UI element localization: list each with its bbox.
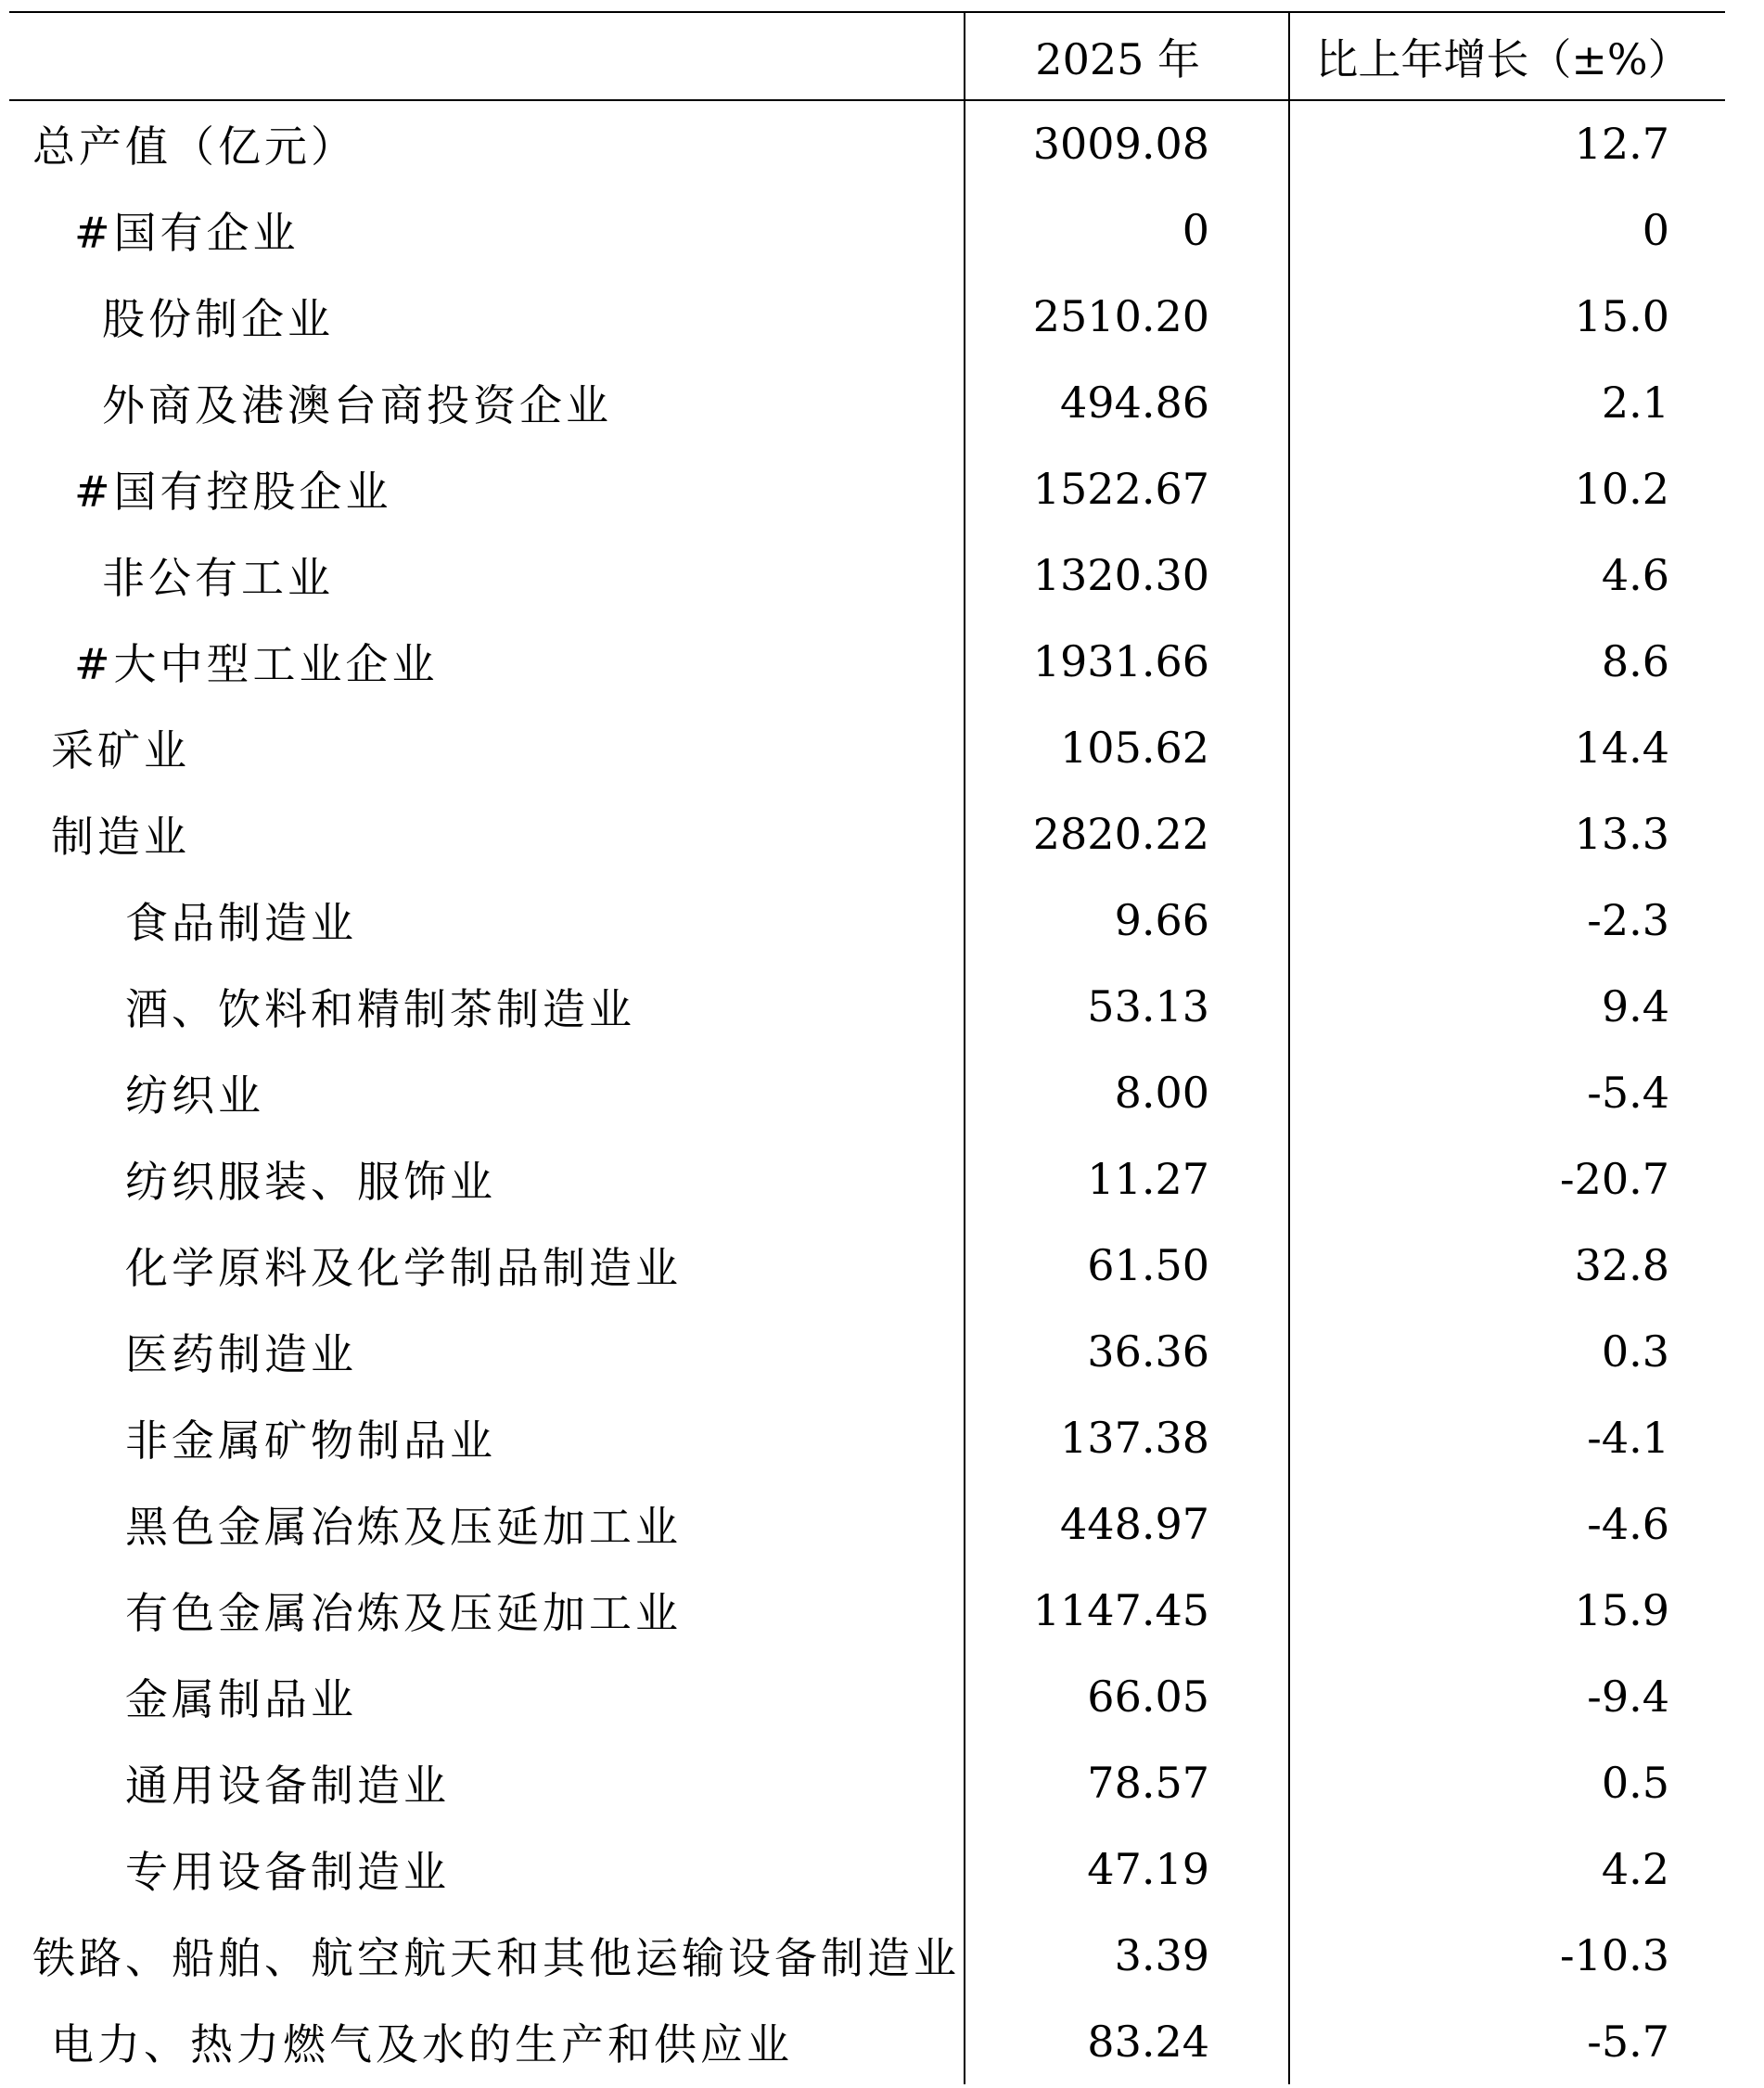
row-growth: 10.2 — [1574, 463, 1669, 514]
table-row — [9, 963, 1725, 1049]
row-label: #国有企业 — [9, 186, 965, 273]
table-row — [9, 359, 1725, 445]
row-label: 医药制造业 — [9, 1308, 965, 1394]
row-value-2025: 36.36 — [965, 1308, 1289, 1394]
row-value-2025: 448.97 — [965, 1480, 1289, 1567]
row-growth: -4.1 — [1587, 1412, 1669, 1463]
row-value-2025: 137.38 — [965, 1394, 1289, 1480]
row-growth: 2.1 — [1601, 377, 1669, 428]
row-growth: -4.6 — [1587, 1498, 1669, 1549]
row-value-2025: 53.13 — [965, 963, 1289, 1049]
row-value-2025: 0 — [965, 186, 1289, 273]
row-label: 纺织服装、服饰业 — [9, 1135, 965, 1222]
row-value-2025: 83.24 — [965, 1998, 1289, 2084]
row-label: 专用设备制造业 — [9, 1825, 965, 1912]
row-value-2025: 9.66 — [965, 877, 1289, 963]
row-label: 采矿业 — [9, 704, 965, 790]
row-value-2025: 11.27 — [965, 1135, 1289, 1222]
row-label: 化学原料及化学制品制造业 — [9, 1222, 965, 1308]
row-value-2025: 1147.45 — [965, 1567, 1289, 1653]
table-header — [9, 12, 1725, 100]
row-growth: 32.8 — [1574, 1239, 1669, 1290]
table-row — [9, 445, 1725, 532]
table-row — [9, 1739, 1725, 1825]
row-growth: 4.6 — [1601, 549, 1669, 600]
row-label: 总产值（亿元） — [9, 100, 965, 186]
table-row — [9, 1998, 1725, 2084]
table-row — [9, 1480, 1725, 1567]
row-growth: 0.3 — [1601, 1326, 1669, 1377]
row-growth: 9.4 — [1601, 980, 1669, 1031]
row-growth: -10.3 — [1560, 1929, 1669, 1980]
row-value-2025: 3.39 — [965, 1912, 1289, 1998]
table-row — [9, 618, 1725, 704]
row-value-2025: 61.50 — [965, 1222, 1289, 1308]
table-row — [9, 100, 1725, 186]
row-value-2025: 2820.22 — [965, 790, 1289, 877]
row-label: 有色金属冶炼及压延加工业 — [9, 1567, 965, 1653]
row-growth: -20.7 — [1560, 1153, 1669, 1204]
row-growth: -5.7 — [1587, 2016, 1669, 2067]
table-row — [9, 1653, 1725, 1739]
row-label: 非金属矿物制品业 — [9, 1394, 965, 1480]
row-growth: -9.4 — [1587, 1671, 1669, 1722]
row-value-2025: 1320.30 — [965, 532, 1289, 618]
header-label — [9, 12, 965, 100]
row-label: 金属制品业 — [9, 1653, 965, 1739]
row-label: 电力、热力燃气及水的生产和供应业 — [9, 1998, 965, 2084]
table-row — [9, 877, 1725, 963]
table-row — [9, 273, 1725, 359]
row-growth: 14.4 — [1574, 722, 1669, 773]
table-row — [9, 790, 1725, 877]
stats-table-container — [9, 11, 1725, 2084]
table-body — [9, 100, 1725, 2084]
row-growth: 15.9 — [1574, 1584, 1669, 1635]
row-growth: 0.5 — [1601, 1757, 1669, 1808]
row-value-2025: 105.62 — [965, 704, 1289, 790]
row-label: 通用设备制造业 — [9, 1739, 965, 1825]
table-row — [9, 1567, 1725, 1653]
row-growth: 8.6 — [1601, 635, 1669, 686]
row-label: 非公有工业 — [9, 532, 965, 618]
row-label: 纺织业 — [9, 1049, 965, 1135]
row-label: 黑色金属冶炼及压延加工业 — [9, 1480, 965, 1567]
table-row — [9, 1135, 1725, 1222]
industrial-output-table — [9, 11, 1725, 2084]
table-row — [9, 1912, 1725, 1998]
row-label: 酒、饮料和精制茶制造业 — [9, 963, 965, 1049]
row-value-2025: 1522.67 — [965, 445, 1289, 532]
row-growth: 13.3 — [1574, 808, 1669, 859]
row-value-2025: 8.00 — [965, 1049, 1289, 1135]
header-year: 2025 年 — [965, 12, 1289, 100]
row-value-2025: 78.57 — [965, 1739, 1289, 1825]
table-row — [9, 1049, 1725, 1135]
row-value-2025: 3009.08 — [965, 100, 1289, 186]
row-growth: -5.4 — [1587, 1067, 1669, 1118]
table-row — [9, 1308, 1725, 1394]
row-value-2025: 1931.66 — [965, 618, 1289, 704]
row-label: #国有控股企业 — [9, 445, 965, 532]
row-value-2025: 494.86 — [965, 359, 1289, 445]
row-label: 股份制企业 — [9, 273, 965, 359]
row-growth: 15.0 — [1574, 290, 1669, 341]
row-growth: 0 — [1642, 204, 1669, 255]
table-row — [9, 1394, 1725, 1480]
row-growth: -2.3 — [1587, 894, 1669, 945]
header-growth: 比上年增长（±%） — [1289, 12, 1725, 100]
row-label: 铁路、船舶、航空航天和其他运输设备制造业 — [9, 1912, 965, 1998]
row-label: 食品制造业 — [9, 877, 965, 963]
table-row — [9, 1222, 1725, 1308]
table-row — [9, 186, 1725, 273]
row-growth: 4.2 — [1601, 1843, 1669, 1894]
row-label: #大中型工业企业 — [9, 618, 965, 704]
row-label: 制造业 — [9, 790, 965, 877]
row-label: 外商及港澳台商投资企业 — [9, 359, 965, 445]
row-value-2025: 66.05 — [965, 1653, 1289, 1739]
table-row — [9, 532, 1725, 618]
table-row — [9, 1825, 1725, 1912]
row-growth: 12.7 — [1574, 119, 1669, 169]
row-value-2025: 2510.20 — [965, 273, 1289, 359]
header-row — [9, 12, 1725, 100]
table-row — [9, 704, 1725, 790]
row-value-2025: 47.19 — [965, 1825, 1289, 1912]
